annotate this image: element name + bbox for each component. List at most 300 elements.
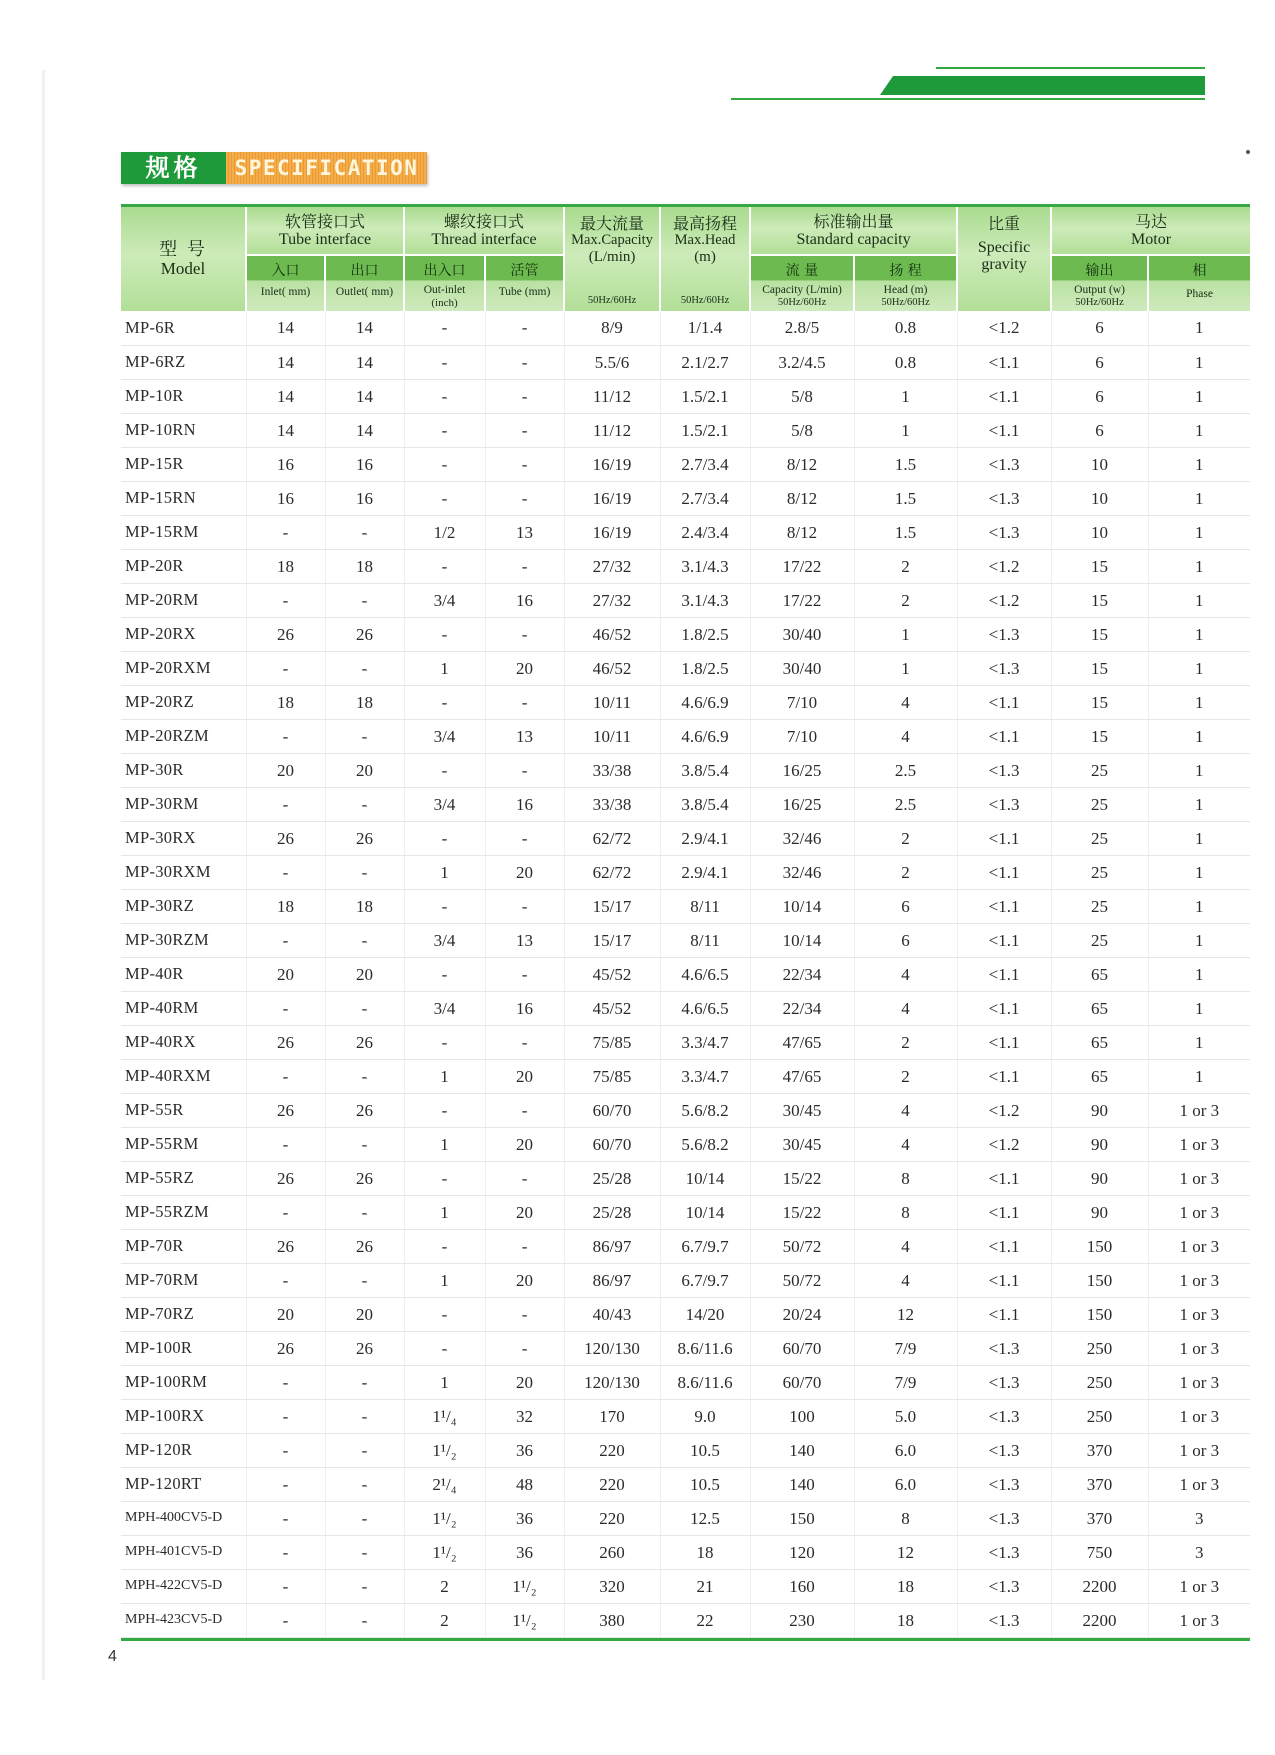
cell-head: 4: [854, 685, 957, 719]
header-thread-interface-en: Thread interface: [431, 230, 537, 248]
cell-specific-gravity: <1.3: [957, 515, 1051, 549]
cell-outlet: 14: [325, 413, 404, 447]
cell-outlet: -: [325, 1365, 404, 1399]
cell-head: 4: [854, 719, 957, 753]
header-out-inlet-en: Out-inlet: [423, 284, 466, 296]
cell-tube: -: [485, 617, 564, 651]
cell-specific-gravity: <1.1: [957, 379, 1051, 413]
cell-specific-gravity: <1.1: [957, 1059, 1051, 1093]
cell-max-head: 4.6/6.9: [660, 685, 750, 719]
cell-max-capacity: 25/28: [564, 1161, 660, 1195]
cell-tube: -: [485, 447, 564, 481]
cell-out-inlet: 3/4: [404, 991, 485, 1025]
cell-max-head: 8/11: [660, 889, 750, 923]
cell-outlet: 20: [325, 957, 404, 991]
cell-phase: 1 or 3: [1148, 1297, 1250, 1331]
cell-head: 7/9: [854, 1365, 957, 1399]
cell-tube: -: [485, 481, 564, 515]
header-capacity-freq: 50Hz/60Hz: [777, 296, 827, 308]
cell-specific-gravity: <1.3: [957, 1569, 1051, 1603]
cell-max-capacity: 75/85: [564, 1025, 660, 1059]
cell-out-inlet: -: [404, 1229, 485, 1263]
cell-tube: 20: [485, 1059, 564, 1093]
header-tube-cn: 活管: [510, 263, 539, 279]
cell-out-inlet: -: [404, 1093, 485, 1127]
cell-out-inlet: 1/2: [404, 515, 485, 549]
cell-capacity: 17/22: [750, 583, 854, 617]
header-outlet-cn: 出口: [350, 263, 379, 279]
cell-max-capacity: 62/72: [564, 855, 660, 889]
header-output: [1051, 255, 1148, 311]
cell-inlet: -: [246, 719, 325, 753]
cell-capacity: 5/8: [750, 379, 854, 413]
cell-head: 6.0: [854, 1467, 957, 1501]
header-motor: [1051, 207, 1250, 255]
cell-outlet: 16: [325, 481, 404, 515]
cell-out-inlet: -: [404, 1161, 485, 1195]
section-title-cn: 规格: [121, 152, 226, 184]
cell-output: 150: [1051, 1263, 1148, 1297]
header-max-head-cn: 最高扬程: [673, 214, 738, 233]
cell-out-inlet: 1: [404, 1127, 485, 1161]
cell-outlet: 26: [325, 1093, 404, 1127]
cell-specific-gravity: <1.2: [957, 311, 1051, 345]
cell-output: 370: [1051, 1501, 1148, 1535]
cell-out-inlet: 1: [404, 1263, 485, 1297]
cell-head: 6.0: [854, 1433, 957, 1467]
cell-max-capacity: 220: [564, 1433, 660, 1467]
table-row: [121, 1263, 1250, 1297]
header-tube-interface-en: Tube interface: [278, 230, 372, 248]
cell-inlet: -: [246, 1535, 325, 1569]
specification-table-frame: [121, 204, 1250, 1641]
table-row: [121, 1467, 1250, 1501]
cell-out-inlet: 1¹/₄: [404, 1399, 485, 1433]
table-row: [121, 1399, 1250, 1433]
header-max-capacity-cn: 最大流量: [580, 214, 645, 233]
cell-specific-gravity: <1.1: [957, 1297, 1051, 1331]
cell-specific-gravity: <1.3: [957, 1331, 1051, 1365]
cell-specific-gravity: <1.3: [957, 1467, 1051, 1501]
cell-specific-gravity: <1.2: [957, 1127, 1051, 1161]
cell-outlet: -: [325, 1059, 404, 1093]
header-row-groups: [121, 207, 1250, 255]
cell-specific-gravity: <1.2: [957, 583, 1051, 617]
cell-max-head: 3.1/4.3: [660, 549, 750, 583]
cell-output: 90: [1051, 1093, 1148, 1127]
header-tube-interface-cn: 软管接口式: [285, 211, 366, 231]
cell-tube: -: [485, 1161, 564, 1195]
cell-output: 250: [1051, 1331, 1148, 1365]
table-row: [121, 1025, 1250, 1059]
cell-model: MP-70RZ: [121, 1297, 246, 1331]
cell-output: 90: [1051, 1127, 1148, 1161]
cell-output: 65: [1051, 991, 1148, 1025]
header-thread-interface-cn: 螺纹接口式: [444, 211, 525, 231]
table-row: [121, 413, 1250, 447]
cell-phase: 1: [1148, 889, 1250, 923]
cell-model: MPH-401CV5-D: [121, 1535, 246, 1569]
cell-head: 18: [854, 1569, 957, 1603]
cell-tube: -: [485, 379, 564, 413]
header-specific-gravity-cn: 比重: [988, 214, 1021, 233]
cell-max-capacity: 33/38: [564, 787, 660, 821]
cell-inlet: -: [246, 787, 325, 821]
cell-tube: -: [485, 413, 564, 447]
cell-max-capacity: 380: [564, 1603, 660, 1637]
section-title: [121, 152, 427, 184]
cell-max-capacity: 15/17: [564, 923, 660, 957]
cell-inlet: -: [246, 651, 325, 685]
cell-tube: 48: [485, 1467, 564, 1501]
cell-tube: 20: [485, 1127, 564, 1161]
cell-max-head: 2.9/4.1: [660, 855, 750, 889]
cell-max-capacity: 8/9: [564, 311, 660, 345]
header-out-inlet-cn: 出入口: [423, 263, 466, 279]
cell-max-head: 1.5/2.1: [660, 413, 750, 447]
header-specific-gravity-en2: gravity: [981, 256, 1027, 274]
cell-out-inlet: -: [404, 345, 485, 379]
table-row: [121, 923, 1250, 957]
header-specific-gravity-en: Specific: [977, 238, 1031, 256]
cell-max-head: 4.6/6.9: [660, 719, 750, 753]
cell-head: 2.5: [854, 753, 957, 787]
cell-output: 10: [1051, 447, 1148, 481]
cell-capacity: 100: [750, 1399, 854, 1433]
cell-capacity: 30/40: [750, 651, 854, 685]
cell-phase: 1: [1148, 311, 1250, 345]
cell-out-inlet: 1: [404, 651, 485, 685]
cell-specific-gravity: <1.2: [957, 1093, 1051, 1127]
cell-capacity: 8/12: [750, 447, 854, 481]
cell-inlet: 26: [246, 1093, 325, 1127]
cell-outlet: 26: [325, 617, 404, 651]
cell-tube: -: [485, 1025, 564, 1059]
cell-out-inlet: -: [404, 889, 485, 923]
cell-specific-gravity: <1.1: [957, 1229, 1051, 1263]
cell-inlet: 18: [246, 889, 325, 923]
cell-out-inlet: -: [404, 379, 485, 413]
cell-phase: 3: [1148, 1501, 1250, 1535]
decor-bar-thin-bottom: [731, 98, 1205, 100]
cell-head: 4: [854, 1229, 957, 1263]
cell-model: MP-6RZ: [121, 345, 246, 379]
decor-bar-thin-top: [936, 67, 1205, 69]
table-row: [121, 583, 1250, 617]
cell-phase: 1 or 3: [1148, 1433, 1250, 1467]
cell-head: 2: [854, 821, 957, 855]
cell-inlet: -: [246, 1195, 325, 1229]
header-max-capacity-freq: 50Hz/60Hz: [587, 295, 637, 307]
cell-inlet: 20: [246, 1297, 325, 1331]
cell-max-head: 2.4/3.4: [660, 515, 750, 549]
page-edge-shade: [42, 70, 45, 1680]
header-phase: [1148, 255, 1250, 311]
cell-output: 6: [1051, 379, 1148, 413]
cell-specific-gravity: <1.3: [957, 651, 1051, 685]
cell-capacity: 10/14: [750, 889, 854, 923]
cell-outlet: -: [325, 787, 404, 821]
cell-out-inlet: 3/4: [404, 583, 485, 617]
cell-max-head: 18: [660, 1535, 750, 1569]
cell-specific-gravity: <1.1: [957, 1195, 1051, 1229]
cell-output: 10: [1051, 481, 1148, 515]
cell-max-capacity: 86/97: [564, 1229, 660, 1263]
cell-max-head: 10.5: [660, 1433, 750, 1467]
cell-outlet: -: [325, 1399, 404, 1433]
cell-output: 6: [1051, 413, 1148, 447]
cell-inlet: -: [246, 1263, 325, 1297]
cell-capacity: 60/70: [750, 1331, 854, 1365]
cell-max-capacity: 86/97: [564, 1263, 660, 1297]
header-standard-capacity-en: Standard capacity: [796, 230, 911, 248]
cell-output: 150: [1051, 1229, 1148, 1263]
cell-outlet: -: [325, 1127, 404, 1161]
cell-output: 250: [1051, 1365, 1148, 1399]
cell-phase: 1: [1148, 617, 1250, 651]
cell-max-head: 12.5: [660, 1501, 750, 1535]
cell-inlet: 18: [246, 549, 325, 583]
cell-max-head: 2.7/3.4: [660, 447, 750, 481]
cell-inlet: 20: [246, 753, 325, 787]
scan-dot: [1246, 150, 1250, 154]
cell-outlet: 26: [325, 1331, 404, 1365]
table-row: [121, 311, 1250, 345]
table-row: [121, 481, 1250, 515]
cell-specific-gravity: <1.1: [957, 1263, 1051, 1297]
header-max-head-freq: 50Hz/60Hz: [680, 295, 730, 307]
cell-head: 8: [854, 1195, 957, 1229]
table-row: [121, 1535, 1250, 1569]
cell-outlet: 18: [325, 685, 404, 719]
cell-output: 90: [1051, 1161, 1148, 1195]
cell-head: 8: [854, 1501, 957, 1535]
cell-capacity: 160: [750, 1569, 854, 1603]
cell-capacity: 50/72: [750, 1229, 854, 1263]
cell-specific-gravity: <1.1: [957, 923, 1051, 957]
table-row: [121, 617, 1250, 651]
cell-max-capacity: 45/52: [564, 957, 660, 991]
cell-out-inlet: -: [404, 1331, 485, 1365]
cell-model: MP-20RXM: [121, 651, 246, 685]
cell-out-inlet: 1¹/₂: [404, 1535, 485, 1569]
cell-head: 0.8: [854, 345, 957, 379]
table-row: [121, 1059, 1250, 1093]
cell-max-head: 3.1/4.3: [660, 583, 750, 617]
cell-capacity: 50/72: [750, 1263, 854, 1297]
cell-out-inlet: 1: [404, 1195, 485, 1229]
header-model-cn: 型 号: [159, 238, 207, 260]
cell-phase: 1: [1148, 1059, 1250, 1093]
cell-head: 18: [854, 1603, 957, 1637]
cell-head: 0.8: [854, 311, 957, 345]
cell-model: MP-70R: [121, 1229, 246, 1263]
cell-output: 2200: [1051, 1603, 1148, 1637]
cell-output: 25: [1051, 787, 1148, 821]
cell-capacity: 7/10: [750, 685, 854, 719]
cell-capacity: 150: [750, 1501, 854, 1535]
table-row: [121, 1433, 1250, 1467]
header-out-inlet-unit: (inch): [431, 296, 458, 309]
cell-out-inlet: 1: [404, 1059, 485, 1093]
cell-inlet: 26: [246, 1161, 325, 1195]
header-standard-capacity-cn: 标准输出量: [813, 211, 894, 231]
cell-output: 10: [1051, 515, 1148, 549]
cell-outlet: 20: [325, 1297, 404, 1331]
cell-phase: 1: [1148, 345, 1250, 379]
cell-model: MP-40RM: [121, 991, 246, 1025]
cell-specific-gravity: <1.3: [957, 753, 1051, 787]
cell-specific-gravity: <1.1: [957, 1161, 1051, 1195]
cell-head: 6: [854, 889, 957, 923]
cell-max-capacity: 25/28: [564, 1195, 660, 1229]
cell-max-head: 22: [660, 1603, 750, 1637]
cell-inlet: -: [246, 1365, 325, 1399]
cell-head: 5.0: [854, 1399, 957, 1433]
cell-max-head: 1.8/2.5: [660, 651, 750, 685]
cell-out-inlet: 2: [404, 1603, 485, 1637]
cell-max-capacity: 11/12: [564, 413, 660, 447]
cell-max-head: 10/14: [660, 1161, 750, 1195]
decor-bar-thick: [880, 76, 1205, 95]
table-row: [121, 1195, 1250, 1229]
cell-out-inlet: 1¹/₂: [404, 1433, 485, 1467]
cell-inlet: 26: [246, 821, 325, 855]
header-head-en: Head (m): [883, 284, 928, 296]
cell-phase: 1: [1148, 481, 1250, 515]
cell-phase: 1: [1148, 991, 1250, 1025]
cell-outlet: -: [325, 1603, 404, 1637]
cell-specific-gravity: <1.3: [957, 1399, 1051, 1433]
cell-outlet: -: [325, 583, 404, 617]
cell-output: 15: [1051, 549, 1148, 583]
cell-model: MP-15RN: [121, 481, 246, 515]
cell-output: 15: [1051, 617, 1148, 651]
cell-output: 15: [1051, 719, 1148, 753]
cell-capacity: 5/8: [750, 413, 854, 447]
cell-capacity: 16/25: [750, 787, 854, 821]
cell-capacity: 30/45: [750, 1093, 854, 1127]
table-row: [121, 753, 1250, 787]
cell-max-capacity: 15/17: [564, 889, 660, 923]
cell-specific-gravity: <1.1: [957, 685, 1051, 719]
cell-capacity: 7/10: [750, 719, 854, 753]
cell-max-head: 5.6/8.2: [660, 1127, 750, 1161]
cell-out-inlet: -: [404, 685, 485, 719]
table-row: [121, 379, 1250, 413]
cell-model: MP-20RZM: [121, 719, 246, 753]
cell-tube: -: [485, 1229, 564, 1263]
page-number: 4: [108, 1648, 117, 1665]
cell-head: 2: [854, 855, 957, 889]
cell-inlet: -: [246, 583, 325, 617]
cell-out-inlet: 2¹/₄: [404, 1467, 485, 1501]
cell-capacity: 17/22: [750, 549, 854, 583]
cell-out-inlet: -: [404, 1025, 485, 1059]
cell-phase: 1: [1148, 1025, 1250, 1059]
cell-max-capacity: 46/52: [564, 617, 660, 651]
cell-out-inlet: -: [404, 413, 485, 447]
cell-max-capacity: 75/85: [564, 1059, 660, 1093]
cell-head: 12: [854, 1297, 957, 1331]
cell-phase: 1: [1148, 855, 1250, 889]
cell-inlet: -: [246, 1603, 325, 1637]
cell-phase: 1 or 3: [1148, 1127, 1250, 1161]
cell-capacity: 32/46: [750, 821, 854, 855]
cell-phase: 1: [1148, 753, 1250, 787]
table-row: [121, 855, 1250, 889]
cell-output: 90: [1051, 1195, 1148, 1229]
header-inlet-en: Inlet( mm): [260, 286, 311, 298]
cell-tube: -: [485, 821, 564, 855]
cell-phase: 1: [1148, 685, 1250, 719]
cell-specific-gravity: <1.3: [957, 447, 1051, 481]
cell-max-head: 8/11: [660, 923, 750, 957]
cell-phase: 1 or 3: [1148, 1365, 1250, 1399]
cell-out-inlet: 2: [404, 1569, 485, 1603]
cell-model: MP-70RM: [121, 1263, 246, 1297]
cell-specific-gravity: <1.3: [957, 617, 1051, 651]
cell-specific-gravity: <1.3: [957, 481, 1051, 515]
cell-max-head: 2.1/2.7: [660, 345, 750, 379]
cell-out-inlet: -: [404, 311, 485, 345]
cell-max-head: 3.3/4.7: [660, 1025, 750, 1059]
cell-output: 15: [1051, 651, 1148, 685]
cell-model: MP-100R: [121, 1331, 246, 1365]
cell-max-head: 10.5: [660, 1467, 750, 1501]
cell-capacity: 10/14: [750, 923, 854, 957]
cell-max-head: 1/1.4: [660, 311, 750, 345]
table-row: [121, 685, 1250, 719]
cell-output: 25: [1051, 821, 1148, 855]
table-body: [121, 311, 1250, 1637]
cell-max-head: 2.7/3.4: [660, 481, 750, 515]
cell-max-head: 1.8/2.5: [660, 617, 750, 651]
cell-outlet: 18: [325, 889, 404, 923]
cell-tube: -: [485, 957, 564, 991]
cell-max-capacity: 170: [564, 1399, 660, 1433]
cell-max-head: 6.7/9.7: [660, 1263, 750, 1297]
cell-head: 1: [854, 651, 957, 685]
header-specific-gravity: [957, 207, 1051, 311]
cell-output: 65: [1051, 1059, 1148, 1093]
cell-specific-gravity: <1.1: [957, 345, 1051, 379]
cell-output: 25: [1051, 855, 1148, 889]
cell-specific-gravity: <1.1: [957, 957, 1051, 991]
cell-max-capacity: 320: [564, 1569, 660, 1603]
cell-head: 7/9: [854, 1331, 957, 1365]
header-thread-interface: [404, 207, 564, 255]
cell-phase: 1: [1148, 515, 1250, 549]
cell-outlet: 18: [325, 549, 404, 583]
cell-head: 2: [854, 583, 957, 617]
cell-max-capacity: 62/72: [564, 821, 660, 855]
cell-inlet: 14: [246, 379, 325, 413]
cell-model: MP-15R: [121, 447, 246, 481]
cell-head: 4: [854, 1127, 957, 1161]
table-row: [121, 889, 1250, 923]
header-outlet: [325, 255, 404, 311]
cell-inlet: 16: [246, 481, 325, 515]
cell-max-head: 5.6/8.2: [660, 1093, 750, 1127]
cell-phase: 1: [1148, 651, 1250, 685]
cell-output: 6: [1051, 345, 1148, 379]
header-model: [121, 207, 246, 311]
cell-max-head: 4.6/6.5: [660, 991, 750, 1025]
table-row: [121, 1127, 1250, 1161]
cell-outlet: -: [325, 1195, 404, 1229]
cell-outlet: 14: [325, 311, 404, 345]
